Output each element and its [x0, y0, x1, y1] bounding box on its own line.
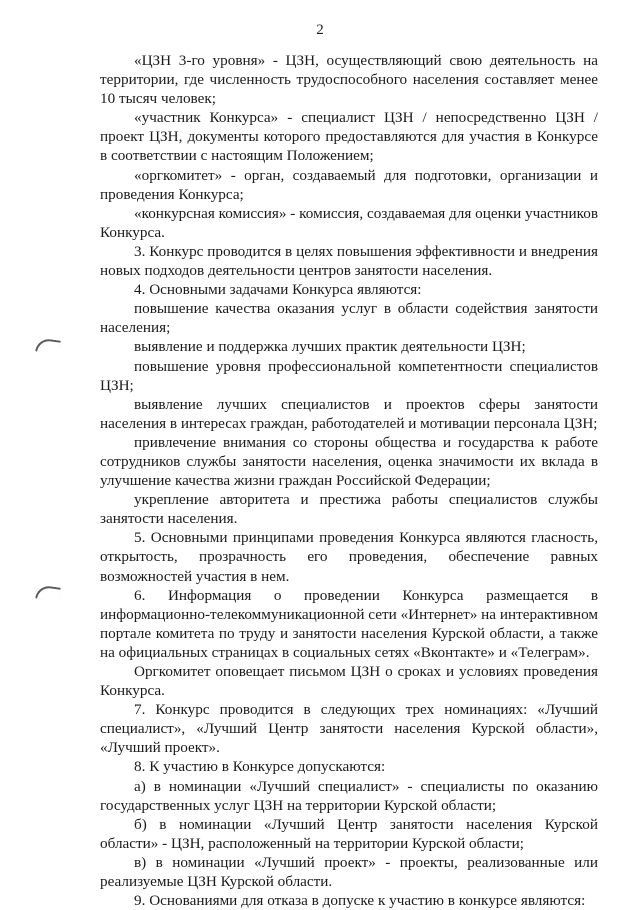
paragraph: в) в номинации «Лучший проект» - проекты, реализованные или реализуемые ЦЗН Курской области.	[100, 853, 598, 891]
paragraph: «участник Конкурса» - специалист ЦЗН / непосредственно ЦЗН / проект ЦЗН, документы которого предоставляются для участия в Конкурсе в соответствии с настоящим Положением;	[100, 109, 598, 165]
paragraph: 8. К участию в Конкурсе допускаются:	[134, 758, 386, 776]
paragraph: 3. Конкурс проводится в целях повышения эффективности и внедрения новых подходов деятельности центров занятости населения.	[100, 242, 598, 280]
paragraph: 4. Основными задачами Конкурса являются:	[134, 281, 422, 299]
paragraph: а) в номинации «Лучший специалист» - специалисты по оказанию государственных услуг ЦЗН на территории Курской области;	[100, 777, 598, 814]
paragraph: б) в номинации «Лучший Центр занятости населения Курской области» - ЦЗН, расположенный на территории Курской области;	[100, 815, 598, 852]
paragraph: Оргкомитет оповещает письмом ЦЗН о сроках и условиях проведения Конкурса.	[100, 663, 598, 700]
paragraph: повышение качества оказания услуг в области содействия занятости населения;	[100, 300, 598, 337]
paragraph: 7. Конкурс проводится в следующих трех номинациях: «Лучший специалист», «Лучший Центр занятости населения Курской области», «Лучший проект».	[100, 701, 598, 757]
paragraph: 9. Основаниями для отказа в допуске к участию в конкурсе являются:	[134, 892, 586, 910]
paragraph: укрепление авторитета и престижа работы специалистов службы занятости населения.	[100, 491, 598, 528]
paragraph: 5. Основными принципами проведения Конкурса являются гласность, открытость, прозрачность его проведения, обеспечение равных возможностей участия в нем.	[100, 529, 598, 585]
paragraph: повышение уровня профессиональной компетентности специалистов ЦЗН;	[100, 357, 598, 394]
document-body	[100, 51, 598, 910]
paragraph: выявление лучших специалистов и проектов сферы занятости населения в интересах граждан, работодателей и мотивации персонала ЦЗН;	[100, 395, 598, 432]
paragraph: «оргкомитет» - орган, создаваемый для подготовки, организации и проведения Конкурса;	[100, 166, 598, 203]
hole-punch-mark	[35, 584, 61, 601]
paragraph: «ЦЗН 3-го уровня» - ЦЗН, осуществляющий свою деятельность на территории, где численность трудоспособного населения составляет менее 10 тысяч человек;	[100, 52, 598, 108]
paragraph: выявление и поддержка лучших практик деятельности ЦЗН;	[134, 338, 526, 356]
paragraph: «конкурсная комиссия» - комиссия, создаваемая для оценки участников Конкурса.	[100, 204, 598, 241]
page-number: 2	[316, 22, 324, 38]
hole-punch-mark	[35, 337, 61, 354]
paragraph: 6. Информация о проведении Конкурса размещается в информационно-телекоммуникационной сети «Интернет» на интерактивном портале комитета по труду и занятости населения Курской области, а также на официальных страницах в социальных сетях «Вконтакте» и «Телеграм».	[100, 586, 598, 661]
paragraph: привлечение внимания со стороны общества и государства к работе сотрудников службы занятости населения, оценка значимости их вклада в улучшение качества жизни граждан Российской Федерации;	[100, 433, 598, 490]
